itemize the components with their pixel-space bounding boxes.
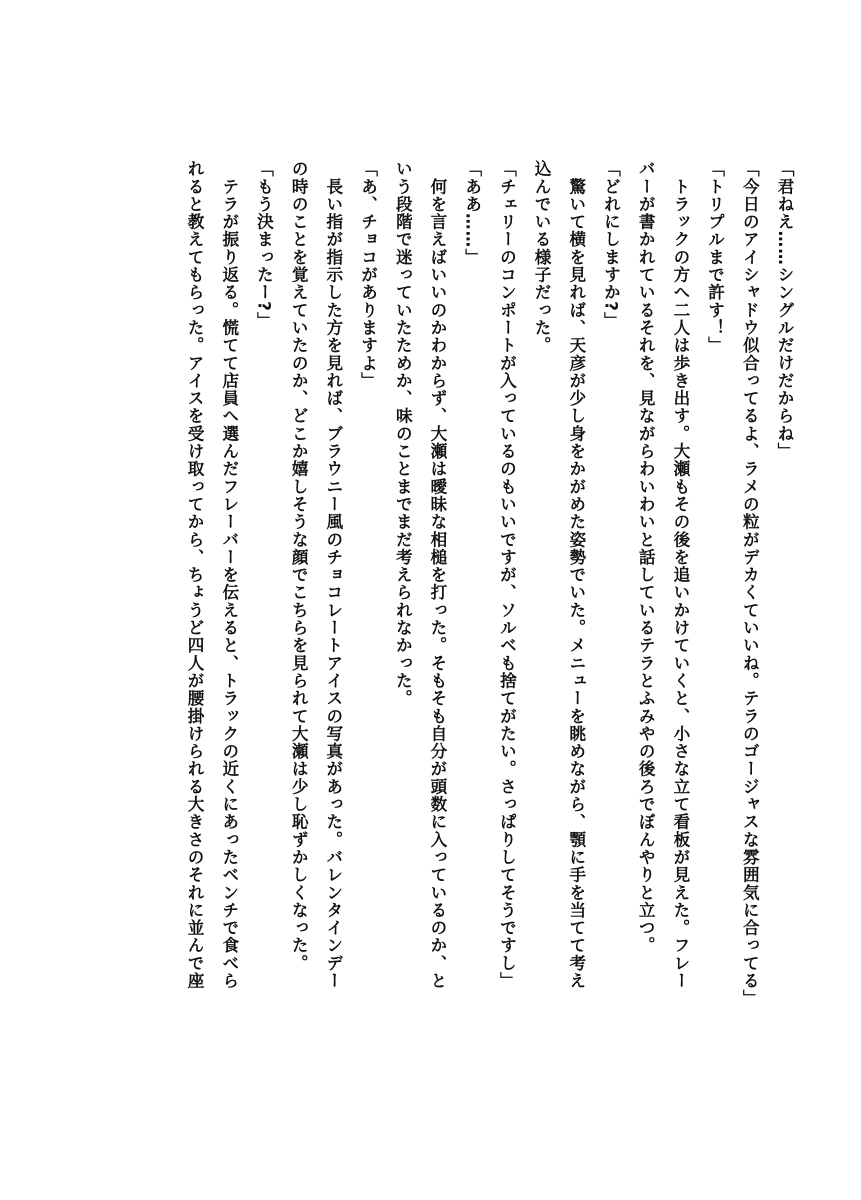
novel-text-body: [51, 160, 801, 1135]
text-line: 「君ねえ……シングルだけだからね」: [775, 160, 794, 461]
text-line: れると教えてもらった。アイスを受け取ってから、ちょうど四人が腰掛けられる大きさのそれに並んで座: [185, 160, 205, 990]
text-line: 「チェリーのコンポートが入っているのもいいですが、ソルベも捨てがたい。さっぱりしてそうですし」: [497, 160, 517, 990]
text-line: いう段階で迷っていたためか、味のことまでまだ考えられなかった。: [393, 160, 413, 708]
text-line: 驚いて横を見れば、天彦が少し身をかがめた姿勢でいた。メニューを眺めながら、顎に手を当てて考え: [566, 160, 586, 990]
text-line: 「どれにしますか?」: [601, 160, 621, 330]
text-line: 「もう決まったー?」: [254, 160, 274, 330]
text-line: 「今日のアイシャドウ似合ってるよ、ラメの粒がデカくていいね。テラのゴージャスな雰囲気に合ってる」: [740, 160, 760, 1008]
text-line: バーが書かれているそれを、見ながらわいわいと話しているテラとふみやの後ろでぼんやりと立つ。: [636, 160, 656, 955]
text-line: 「あ、チョコがありますよ」: [358, 160, 378, 390]
text-line: 何を言えばいいのかわからず、大瀬は曖昧な相槌を打った。そもそも自分が頭数に入っているのか、と: [427, 160, 447, 990]
text-line: テラが振り返る。慌てて店員へ選んだフレーバーを伝えると、トラックの近くにあったベンチで食べら: [219, 160, 239, 990]
text-line: 「ああ……」: [462, 160, 482, 266]
text-line: 長い指が指示した方を見れば、ブラウニー風のチョコレートアイスの写真があった。バレンタインデー: [323, 160, 343, 990]
text-line: の時のことを覚えていたのか、どこか嬉しそうな顔でこちらを見られて大瀬は少し恥ずかしくなった。: [289, 160, 309, 972]
text-line: 込んでいる様子だった。: [532, 160, 552, 355]
text-line: 「トリプルまで許す！」: [705, 160, 725, 355]
text-line: トラックの方へ二人は歩き出す。大瀬もその後を追いかけていくと、小さな立て看板が見えた。フレー: [670, 160, 690, 990]
